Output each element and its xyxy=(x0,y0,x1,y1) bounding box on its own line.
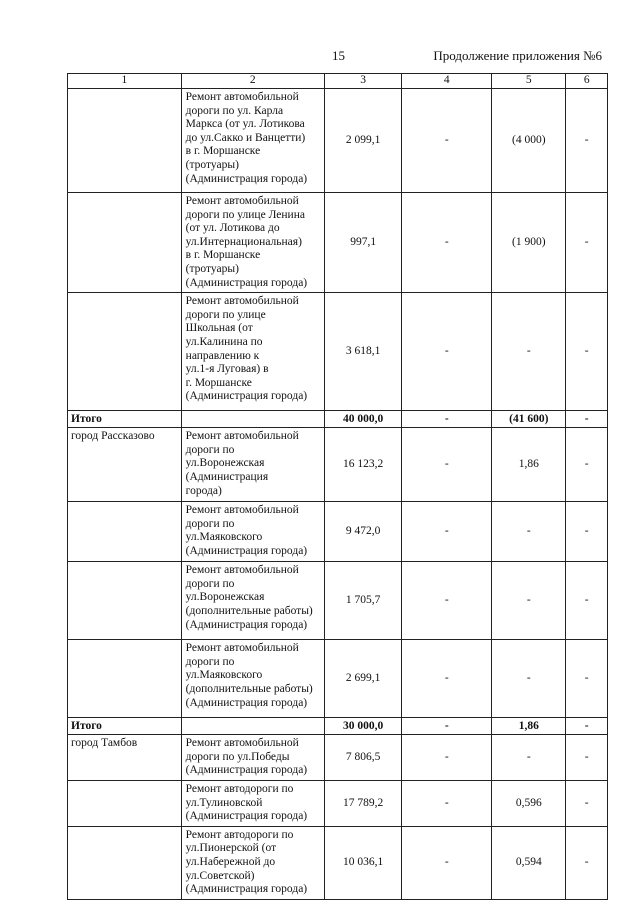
col6-cell: - xyxy=(566,411,608,428)
area-cell xyxy=(68,562,182,640)
col4-cell: - xyxy=(402,780,492,826)
area-cell: город Рассказово xyxy=(68,428,182,502)
column-header-5: 5 xyxy=(492,74,566,89)
amount-cell: 9 472,0 xyxy=(324,502,402,562)
description-cell: Ремонт автодороги по ул.Пионерской (от ул.Набережной до ул.Советской) (Администрация города) xyxy=(181,826,324,899)
table-row xyxy=(68,826,608,899)
col6-cell: - xyxy=(566,293,608,411)
amount-cell: 997,1 xyxy=(324,193,402,293)
amount-cell: 1 705,7 xyxy=(324,562,402,640)
table-body xyxy=(68,89,608,900)
col5-cell: - xyxy=(492,562,566,640)
table-row xyxy=(68,193,608,293)
description-cell: Ремонт автодороги по ул.Тулиновской (Администрация города) xyxy=(181,780,324,826)
table-row xyxy=(68,428,608,502)
area-cell xyxy=(68,502,182,562)
amount-cell: 10 036,1 xyxy=(324,826,402,899)
description-cell: Ремонт автомобильной дороги по ул. Карла Маркса (от ул. Лотикова до ул.Сакко и Ванцетти) в г. Моршанске (тротуары) (Администрация города) xyxy=(181,89,324,193)
table-row xyxy=(68,780,608,826)
description-cell: Ремонт автомобильной дороги по ул.Победы (Администрация города) xyxy=(181,735,324,781)
col4-cell: - xyxy=(402,718,492,735)
col4-cell: - xyxy=(402,193,492,293)
table-row xyxy=(68,562,608,640)
table-row xyxy=(68,502,608,562)
col5-cell: (4 000) xyxy=(492,89,566,193)
table-row xyxy=(68,640,608,718)
col5-cell: 0,596 xyxy=(492,780,566,826)
table-row xyxy=(68,735,608,781)
area-cell: город Тамбов xyxy=(68,735,182,781)
description-cell xyxy=(181,718,324,735)
description-cell: Ремонт автомобильной дороги по улице Школьная (от ул.Калинина по направлению к ул.1-я Луговая) в г. Моршанске (Администрация города) xyxy=(181,293,324,411)
description-cell: Ремонт автомобильной дороги по ул.Маяковского (Администрация города) xyxy=(181,502,324,562)
description-cell xyxy=(181,411,324,428)
col4-cell: - xyxy=(402,640,492,718)
col5-cell: (1 900) xyxy=(492,193,566,293)
column-header-4: 4 xyxy=(402,74,492,89)
amount-cell: 3 618,1 xyxy=(324,293,402,411)
area-cell: Итого xyxy=(68,718,182,735)
col5-cell: - xyxy=(492,293,566,411)
amount-cell: 7 806,5 xyxy=(324,735,402,781)
description-cell: Ремонт автомобильной дороги по ул.Маяковского (дополнительные работы) (Администрация города) xyxy=(181,640,324,718)
col6-cell: - xyxy=(566,718,608,735)
total-row xyxy=(68,718,608,735)
page-number: 15 xyxy=(332,48,345,63)
col6-cell: - xyxy=(566,428,608,502)
area-cell xyxy=(68,780,182,826)
col5-cell: 1,86 xyxy=(492,428,566,502)
col4-cell: - xyxy=(402,89,492,193)
amount-cell: 17 789,2 xyxy=(324,780,402,826)
area-cell: Итого xyxy=(68,411,182,428)
table-row xyxy=(68,89,608,193)
column-header-1: 1 xyxy=(68,74,182,89)
amount-cell: 30 000,0 xyxy=(324,718,402,735)
col5-cell: - xyxy=(492,735,566,781)
appendix-table xyxy=(67,73,608,900)
col4-cell: - xyxy=(402,826,492,899)
continuation-note: Продолжение приложения №6 xyxy=(433,48,602,63)
col5-cell: - xyxy=(492,640,566,718)
area-cell xyxy=(68,89,182,193)
amount-cell: 2 699,1 xyxy=(324,640,402,718)
col5-cell: 1,86 xyxy=(492,718,566,735)
col6-cell: - xyxy=(566,640,608,718)
column-header-2: 2 xyxy=(181,74,324,89)
col6-cell: - xyxy=(566,780,608,826)
table-row xyxy=(68,293,608,411)
col6-cell: - xyxy=(566,89,608,193)
description-cell: Ремонт автомобильной дороги по улице Ленина (от ул. Лотикова до ул.Интернациональная) в г. Моршанске (тротуары) (Администрация города) xyxy=(181,193,324,293)
amount-cell: 16 123,2 xyxy=(324,428,402,502)
column-header-6: 6 xyxy=(566,74,608,89)
amount-cell: 40 000,0 xyxy=(324,411,402,428)
area-cell xyxy=(68,293,182,411)
amount-cell: 2 099,1 xyxy=(324,89,402,193)
area-cell xyxy=(68,640,182,718)
total-row xyxy=(68,411,608,428)
col4-cell: - xyxy=(402,428,492,502)
col4-cell: - xyxy=(402,562,492,640)
col4-cell: - xyxy=(402,735,492,781)
col5-cell: (41 600) xyxy=(492,411,566,428)
area-cell xyxy=(68,193,182,293)
col4-cell: - xyxy=(402,502,492,562)
col4-cell: - xyxy=(402,411,492,428)
col6-cell: - xyxy=(566,502,608,562)
description-cell: Ремонт автомобильной дороги по ул.Воронежская (Администрация города) xyxy=(181,428,324,502)
column-header-row xyxy=(68,74,608,89)
col5-cell: - xyxy=(492,502,566,562)
col6-cell: - xyxy=(566,562,608,640)
col6-cell: - xyxy=(566,193,608,293)
column-header-3: 3 xyxy=(324,74,402,89)
area-cell xyxy=(68,826,182,899)
col6-cell: - xyxy=(566,826,608,899)
col5-cell: 0,594 xyxy=(492,826,566,899)
col4-cell: - xyxy=(402,293,492,411)
description-cell: Ремонт автомобильной дороги по ул.Воронежская (дополнительные работы) (Администрация города) xyxy=(181,562,324,640)
col6-cell: - xyxy=(566,735,608,781)
